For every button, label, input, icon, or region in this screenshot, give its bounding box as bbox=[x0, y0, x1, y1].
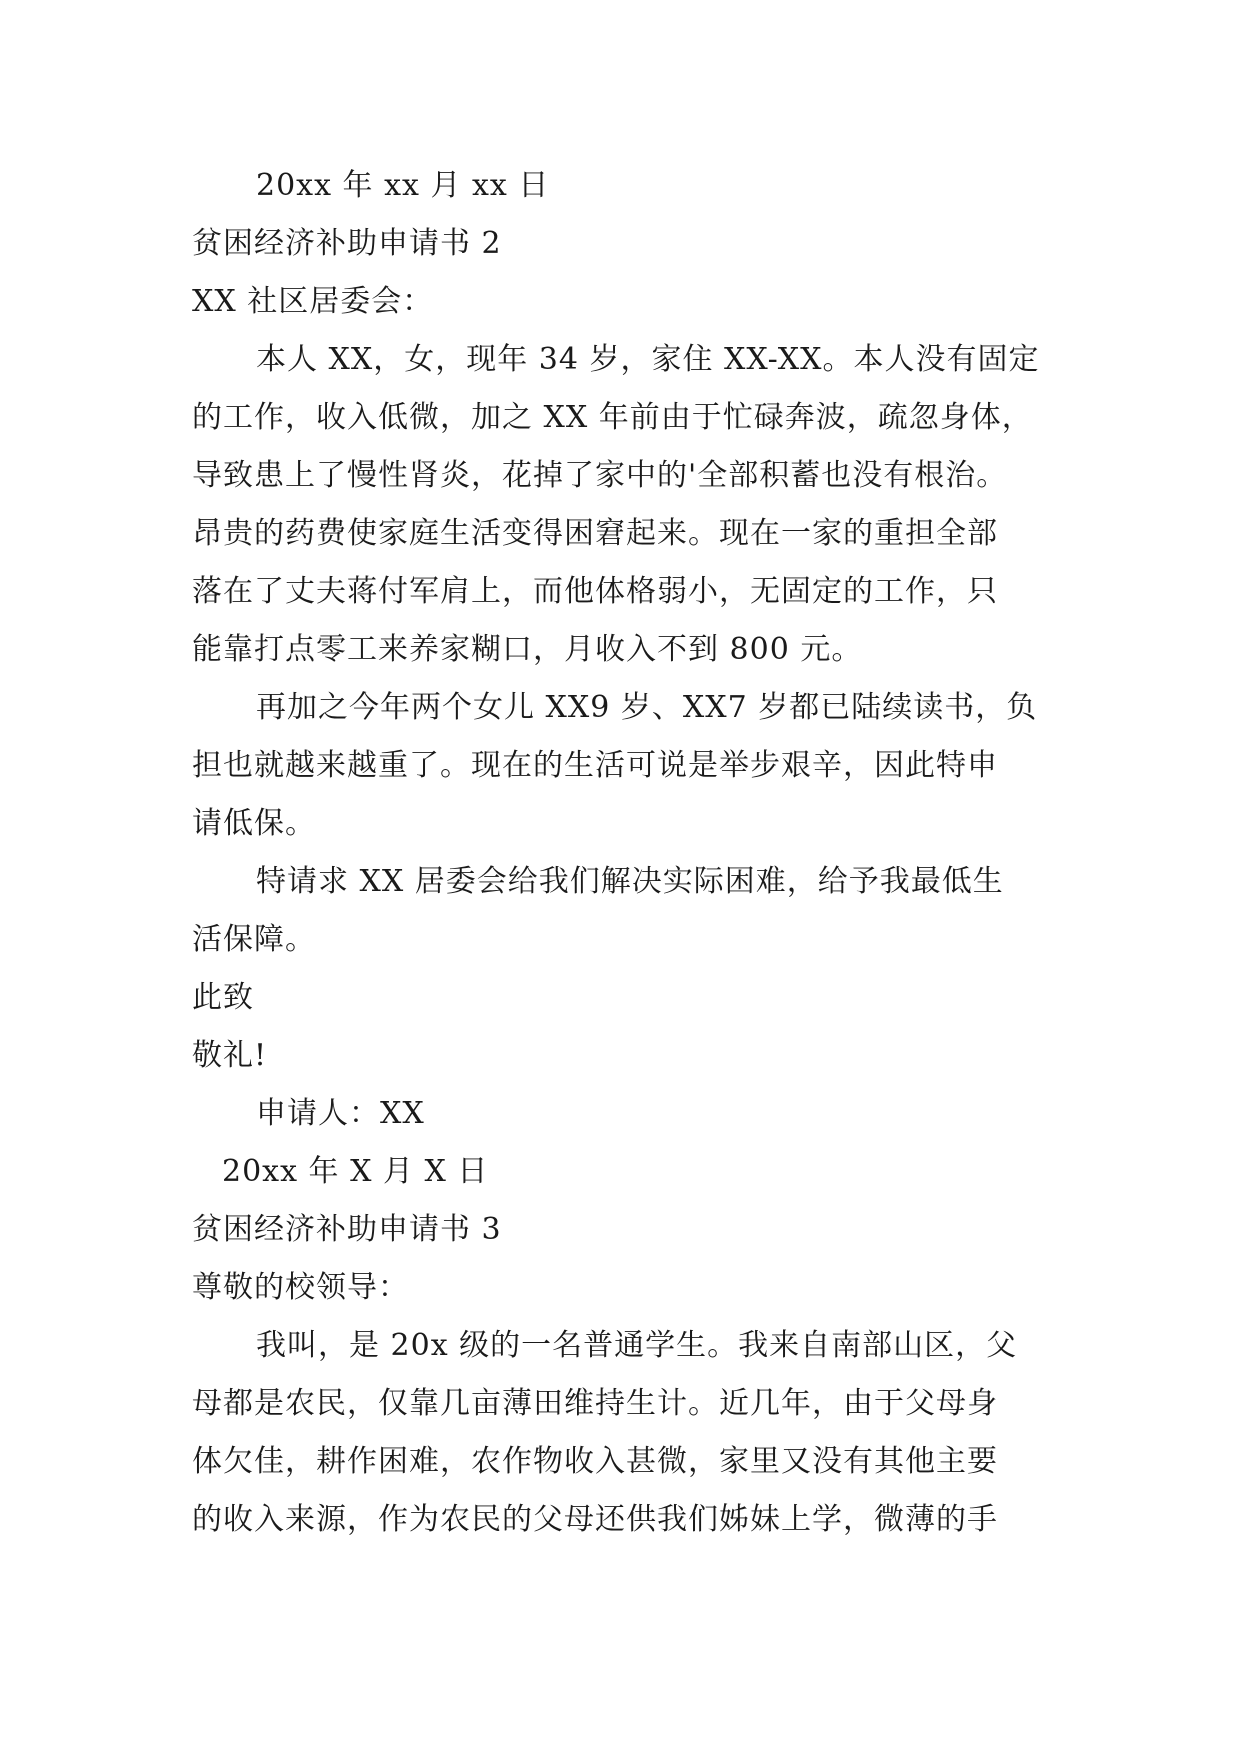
paragraph-line: 本人 XX，女，现年 34 岁，家住 XX-XX。本人没有固定 bbox=[256, 342, 1040, 377]
paragraph-line: 导致患上了慢性肾炎，花掉了家中的'全部积蓄也没有根治。 bbox=[192, 458, 1008, 493]
paragraph-line: 体欠佳，耕作困难，农作物收入甚微，家里又没有其他主要 bbox=[192, 1444, 998, 1479]
paragraph-line: 活保障。 bbox=[192, 922, 316, 957]
paragraph-line: 特请求 XX 居委会给我们解决实际困难，给予我最低生 bbox=[256, 864, 1004, 899]
paragraph-line: 的收入来源，作为农民的父母还供我们姊妹上学，微薄的手 bbox=[192, 1502, 998, 1537]
paragraph-line: 昂贵的药费使家庭生活变得困窘起来。现在一家的重担全部 bbox=[192, 516, 998, 551]
closing-line: 此致 bbox=[192, 980, 254, 1015]
paragraph-line: 我叫，是 20x 级的一名普通学生。我来自南部山区，父 bbox=[256, 1328, 1018, 1363]
letter-title: 贫困经济补助申请书 2 bbox=[192, 226, 502, 261]
paragraph-line: 的工作，收入低微，加之 XX 年前由于忙碌奔波，疏忽身体， bbox=[192, 400, 1033, 435]
paragraph-line: 能靠打点零工来养家糊口，月收入不到 800 元。 bbox=[192, 632, 863, 667]
closing-line: 敬礼! bbox=[192, 1038, 268, 1073]
paragraph-line: 再加之今年两个女儿 XX9 岁、XX7 岁都已陆续读书，负 bbox=[256, 690, 1038, 725]
paragraph-line: 母都是农民，仅靠几亩薄田维持生计。近几年，由于父母身 bbox=[192, 1386, 998, 1421]
paragraph-line: 请低保。 bbox=[192, 806, 316, 841]
paragraph-line: 担也就越来越重了。现在的生活可说是举步艰辛，因此特申 bbox=[192, 748, 998, 783]
date-line: 20xx 年 X 月 X 日 bbox=[222, 1154, 489, 1189]
paragraph-line: 落在了丈夫蒋付军肩上，而他体格弱小，无固定的工作，只 bbox=[192, 574, 998, 609]
date-line: 20xx 年 xx 月 xx 日 bbox=[256, 168, 550, 203]
salutation: 尊敬的校领导： bbox=[192, 1270, 409, 1305]
letter-title: 贫困经济补助申请书 3 bbox=[192, 1212, 502, 1247]
applicant-line: 申请人：XX bbox=[256, 1096, 425, 1131]
salutation: XX 社区居委会： bbox=[192, 284, 434, 319]
